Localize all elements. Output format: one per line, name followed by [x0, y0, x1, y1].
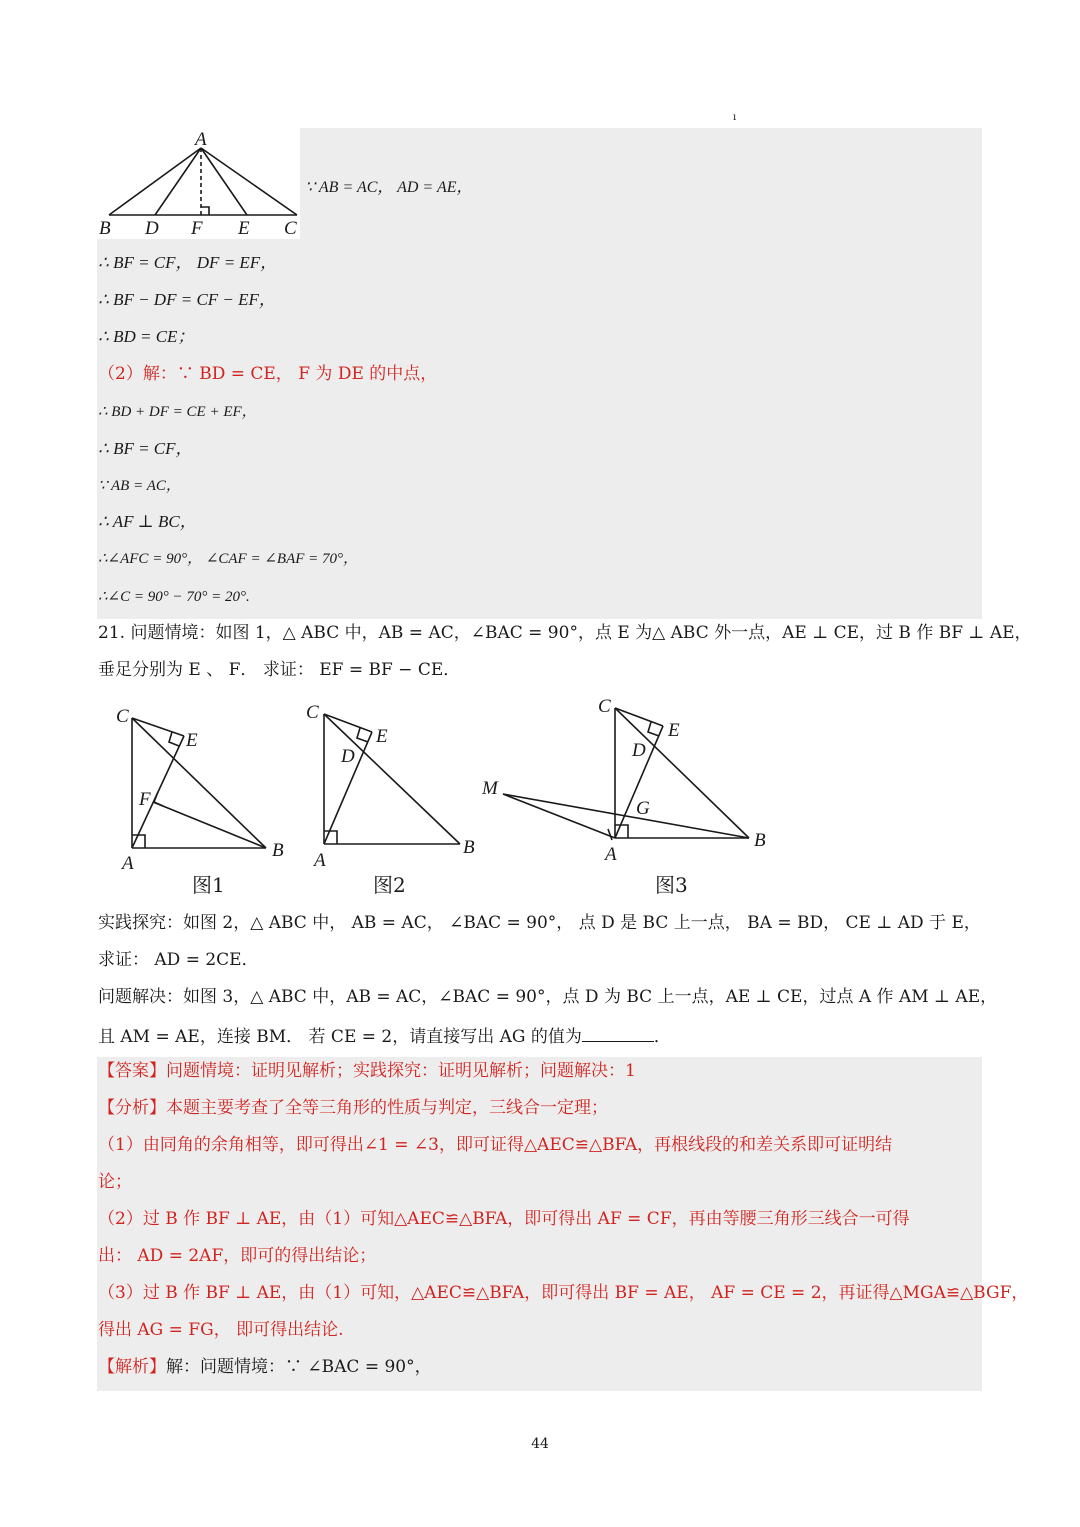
problem-line-4: 求证： AD = 2CE．	[98, 950, 259, 970]
answer-line-1: 【答案】问题情境：证明见解析；实践探究：证明见解析；问题解决：1	[98, 1061, 636, 1081]
f3-label-c: C	[598, 696, 611, 717]
problem-line-6-text: 且 AM = AE，连接 BM． 若 CE = 2，请直接写出 AG 的值为	[98, 1027, 582, 1047]
problem-line-3: 实践探究：如图 2，△ ABC 中， AB = AC， ∠BAC = 90°， 点 D 是 BC 上一点， BA = BD， CE ⊥ AD 于 E，	[98, 913, 981, 933]
problem-line-2: 垂足分别为 E 、 F． 求证： EF = BF − CE．	[98, 660, 461, 680]
proof-line-1: ∴ BF = CF， DF = EF，	[98, 253, 278, 272]
f2-label-c: C	[306, 702, 319, 723]
f3-label-g: G	[636, 798, 650, 819]
problem-line-6	[98, 1023, 671, 1048]
proof-line-7: ∵ AB = AC，	[98, 478, 181, 494]
label-e: E	[238, 218, 250, 239]
proof-line-3: ∴ BD = CE；	[98, 327, 195, 346]
problem-line-1: 21. 问题情境：如图 1，△ ABC 中，AB = AC，∠BAC = 90°，点 E 为△ ABC 外一点，AE ⊥ CE，过 B 作 BF ⊥ AE，	[98, 623, 1032, 643]
f1-label-f: F	[139, 789, 151, 810]
figure-3-caption: 图3	[655, 873, 688, 897]
answer-line-3: （1）由同角的余角相等，即可得出∠1 = ∠3，即可证得△AEC≌△BFA，再根线段的和差关系即可证明结	[98, 1135, 893, 1155]
f3-label-m: M	[482, 778, 498, 799]
answer-line-6: 出： AD = 2AF，即可的得出结论；	[98, 1246, 377, 1266]
problem-line-5: 问题解决：如图 3，△ ABC 中，AB = AC，∠BAC = 90°，点 D 为 BC 上一点，AE ⊥ CE，过点 A 作 AM ⊥ AE，	[98, 987, 998, 1007]
header-mark: ı	[733, 112, 737, 123]
answer-line-2: 【分析】本题主要考查了全等三角形的性质与判定，三线合一定理；	[98, 1098, 608, 1118]
figure-2-caption: 图2	[373, 873, 406, 897]
answer-line-4: 论；	[98, 1172, 132, 1192]
label-f: F	[191, 218, 203, 239]
f1-label-b: B	[272, 840, 284, 861]
page-number: 44	[531, 1436, 549, 1452]
f3-label-d: D	[632, 740, 646, 761]
f3-label-a: A	[605, 844, 617, 865]
f2-label-d: D	[341, 746, 355, 767]
proof-line-0: ∵ AB = AC， AD = AE，	[305, 179, 473, 196]
answer-line-9	[98, 1356, 432, 1378]
answer-blank	[582, 1023, 654, 1042]
f1-label-a: A	[122, 853, 134, 874]
isosceles-triangle-figure	[97, 128, 302, 240]
analysis-text: 解：问题情境：∵ ∠BAC = 90°，	[166, 1357, 432, 1377]
f1-label-c: C	[116, 706, 129, 727]
proof-line-5: ∴ BD + DF = CE + EF，	[98, 404, 257, 420]
proof-line-8: ∴ AF ⊥ BC，	[98, 512, 197, 531]
analysis-label: 【解析】	[98, 1357, 166, 1377]
f1-label-e: E	[186, 730, 198, 751]
f2-label-a: A	[314, 850, 326, 871]
label-a: A	[195, 129, 207, 150]
label-d: D	[145, 218, 159, 239]
f2-label-e: E	[376, 726, 388, 747]
label-b: B	[99, 218, 111, 239]
proof-line-6: ∴ BF = CF，	[98, 439, 193, 458]
answer-line-5: （2）过 B 作 BF ⊥ AE，由（1）可知△AEC≌△BFA，即可得出 AF = CF，再由等腰三角形三线合一可得	[98, 1209, 910, 1229]
figure-1-caption: 图1	[192, 873, 225, 897]
proof-line-4: （2）解：∵ BD = CE， F 为 DE 的中点，	[98, 364, 438, 384]
proof-line-2: ∴ BF − DF = CF − EF，	[98, 290, 276, 309]
figures-1-2-3	[98, 694, 798, 904]
answer-line-8: 得出 AG = FG， 即可得出结论.	[98, 1320, 344, 1340]
label-c: C	[284, 218, 297, 239]
proof-line-10: ∴∠C = 90° − 70° = 20°.	[98, 589, 250, 605]
answer-line-7: （3）过 B 作 BF ⊥ AE，由（1）可知，△AEC≌△BFA，即可得出 BF = AE， AF = CE = 2，再证得△MGA≌△BGF，	[98, 1283, 1029, 1303]
f3-label-e: E	[668, 720, 680, 741]
f3-label-b: B	[754, 830, 766, 851]
proof-line-9: ∴∠AFC = 90°， ∠CAF = ∠BAF = 70°，	[98, 551, 359, 567]
f2-label-b: B	[463, 837, 475, 858]
problem-line-6-end: ．	[653, 1027, 671, 1047]
